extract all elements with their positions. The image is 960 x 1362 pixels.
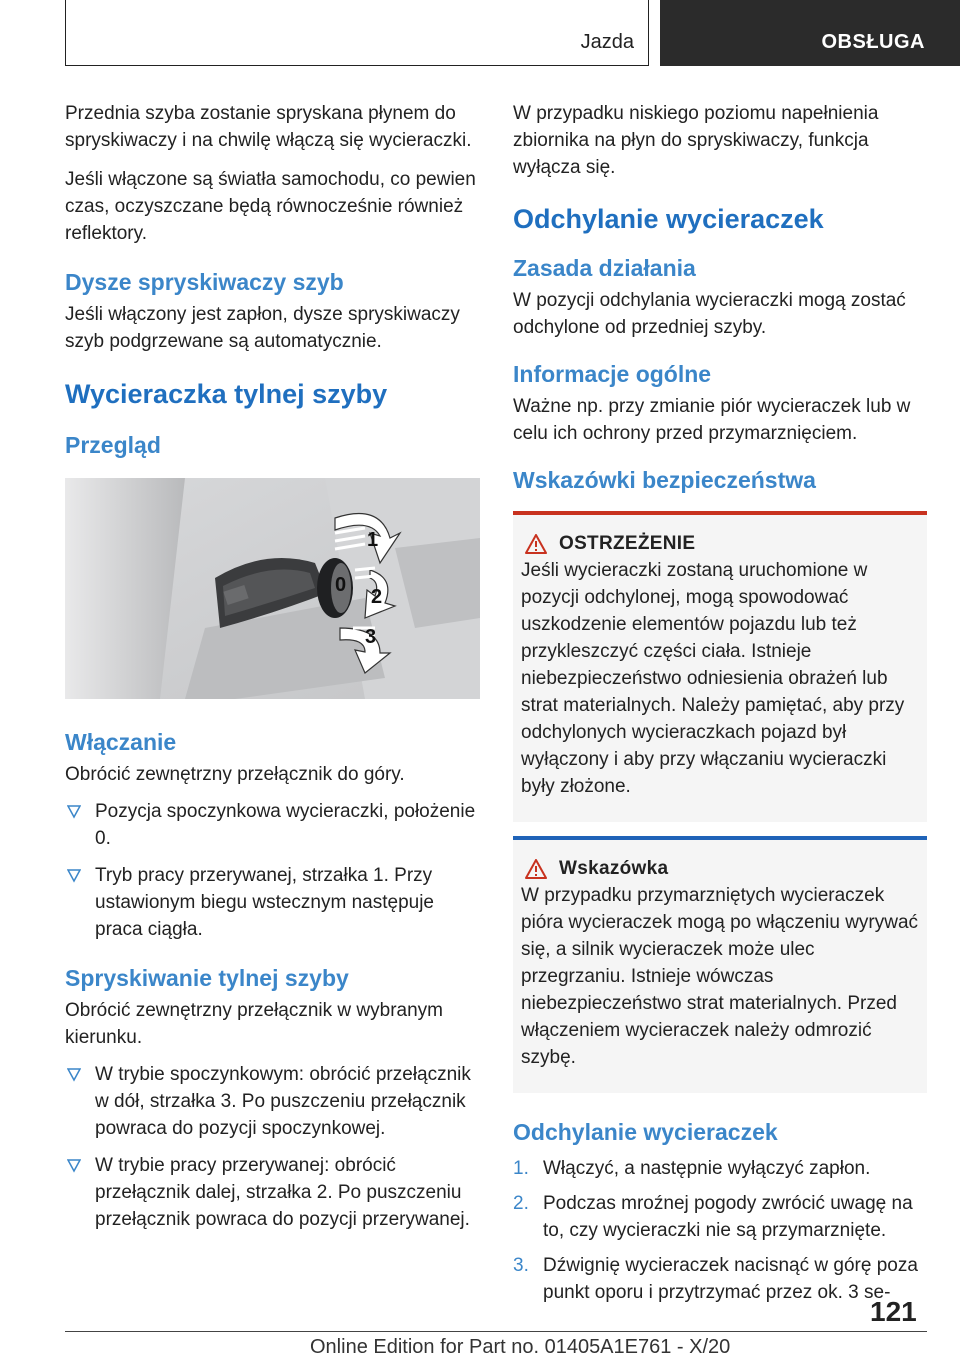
notice-title-row xyxy=(521,858,919,880)
switch-on-list xyxy=(65,798,479,943)
triangle-bullet-icon xyxy=(67,805,81,819)
heading-fold-wipers: Odchylanie wycieraczek xyxy=(513,204,824,234)
footer-divider xyxy=(65,1331,927,1332)
paragraph: Obrócić zewnętrzny przełącznik w wybranym kierunku. xyxy=(65,1000,444,1048)
warning-title: OSTRZEŻENIE xyxy=(559,533,696,554)
heading-overview: Przegląd xyxy=(65,432,161,458)
heading-general-info: Informacje ogólne xyxy=(513,361,712,387)
heading-switch-on: Włączanie xyxy=(65,729,177,755)
heading-rear-wiper: Wycieraczka tylnej szyby xyxy=(65,379,388,409)
paragraph: W przypadku niskiego poziomu napełnienia zbiornika na płyn do spryskiwaczy, funkcja wyłącza się. xyxy=(513,103,879,178)
list-item-text: Pozycja spoczynkowa wycieraczki, położenie 0. xyxy=(95,801,476,849)
triangle-bullet-icon xyxy=(67,1159,81,1173)
step-number: 1. xyxy=(513,1158,529,1179)
notice-triangle-icon xyxy=(525,859,547,879)
step-number: 3. xyxy=(513,1255,529,1276)
paragraph: Jeśli włączone są światła samochodu, co pewien czas, oczyszczane będą równocześnie również reflektory. xyxy=(65,169,476,244)
warning-title-row xyxy=(521,533,919,555)
paragraph: Jeśli włączony jest zapłon, dysze spryskiwaczy szyb podgrzewane są automatycznie. xyxy=(65,304,460,352)
figure-label-0: 0 xyxy=(335,574,347,596)
warning-triangle-icon xyxy=(525,534,547,554)
heading-fold-wipers-steps: Odchylanie wycieraczek xyxy=(513,1119,778,1145)
left-column xyxy=(65,100,479,1233)
list-item-text: W trybie pracy przerywanej: obrócić przełącznik dalej, strzałka 2. Po puszczeniu przełącznik powraca do pozycji przerywanej. xyxy=(95,1155,470,1230)
list-item-text: Tryb pracy przerywanej, strzałka 1. Przy ustawionym biegu wstecznym następuje praca ciągła. xyxy=(95,865,435,940)
list-item xyxy=(513,1190,927,1244)
header-section-title: Jazda xyxy=(580,31,634,53)
wiper-lever-figure xyxy=(65,478,480,699)
notice-title: Wskazówka xyxy=(559,858,669,879)
paragraph: Ważne np. przy zmianie piór wycieraczek lub w celu ich ochrony przed przymarznięciem. xyxy=(513,396,911,444)
figure-label-1: 1 xyxy=(367,529,379,551)
right-column xyxy=(513,100,927,1306)
notice-box xyxy=(513,836,927,1093)
fold-steps-list xyxy=(513,1155,927,1306)
list-item xyxy=(65,798,479,852)
triangle-bullet-icon xyxy=(67,1068,81,1082)
header-chapter-tab: OBSŁUGA xyxy=(660,0,960,66)
triangle-bullet-icon xyxy=(67,869,81,883)
page-number: 121 xyxy=(870,1296,917,1327)
paragraph: Przednia szyba zostanie spryskana płynem do spryskiwaczy i na chwilę włączą się wycieraczki. xyxy=(65,103,472,151)
footer-edition: Online Edition for Part no. 01405A1E761 - X/20 xyxy=(310,1336,731,1358)
heading-principle: Zasada działania xyxy=(513,255,696,281)
heading-rear-washing: Spryskiwanie tylnej szyby xyxy=(65,965,349,991)
header-frame xyxy=(65,0,649,66)
list-item xyxy=(65,1152,479,1233)
heading-safety: Wskazówki bezpieczeństwa xyxy=(513,467,816,493)
list-item xyxy=(65,862,479,943)
list-item-text: W trybie spoczynkowym: obrócić przełącznik w dół, strzałka 3. Po puszczeniu przełącznik powraca do pozycji spoczynkowej. xyxy=(95,1064,471,1139)
step-text: Podczas mroźnej pogody zwrócić uwagę na to, czy wycieraczki nie są przymarznięte. xyxy=(543,1193,913,1241)
figure-label-2: 2 xyxy=(371,586,383,608)
figure-label-3: 3 xyxy=(365,626,377,648)
paragraph: W pozycji odchylania wycieraczki mogą zostać odchylone od przedniej szyby. xyxy=(513,290,906,338)
wiper-lever-illustration xyxy=(65,478,480,699)
heading-nozzles: Dysze spryskiwaczy szyb xyxy=(65,269,344,295)
notice-text: W przypadku przymarzniętych wycieraczek pióra wycieraczek mogą po włączeniu wyrywać się, a silnik wycieraczek może ulec przegrzaniu. Istnieje wówczas niebezpieczeństwo strat materialnych. Przed włączeniem wycieraczek należy odmrozić szybę. xyxy=(521,885,919,1068)
list-item xyxy=(65,1061,479,1142)
list-item xyxy=(513,1252,927,1306)
step-number: 2. xyxy=(513,1193,529,1214)
rear-washing-list xyxy=(65,1061,479,1233)
paragraph: Obrócić zewnętrzny przełącznik do góry. xyxy=(65,764,405,785)
warning-box xyxy=(513,511,927,822)
warning-text: Jeśli wycieraczki zostaną uruchomione w pozycji odchylonej, mogą spowodować uszkodzenie elementów pojazdu lub też przykleszczyć części ciała. Istnieje niebezpieczeństwo odniesienia obrażeń lub strat materialnych. Należy pamiętać, aby przy odchylonych wycieraczkach pojazd był wyłączony i aby przy włączaniu wycieraczki były złożone. xyxy=(521,560,905,797)
step-text: Włączyć, a następnie wyłączyć zapłon. xyxy=(543,1158,871,1179)
list-item xyxy=(513,1155,927,1182)
step-text: Dźwignię wycieraczek nacisnąć w górę poza punkt oporu i przytrzymać przez ok. 3 se- xyxy=(543,1255,918,1303)
